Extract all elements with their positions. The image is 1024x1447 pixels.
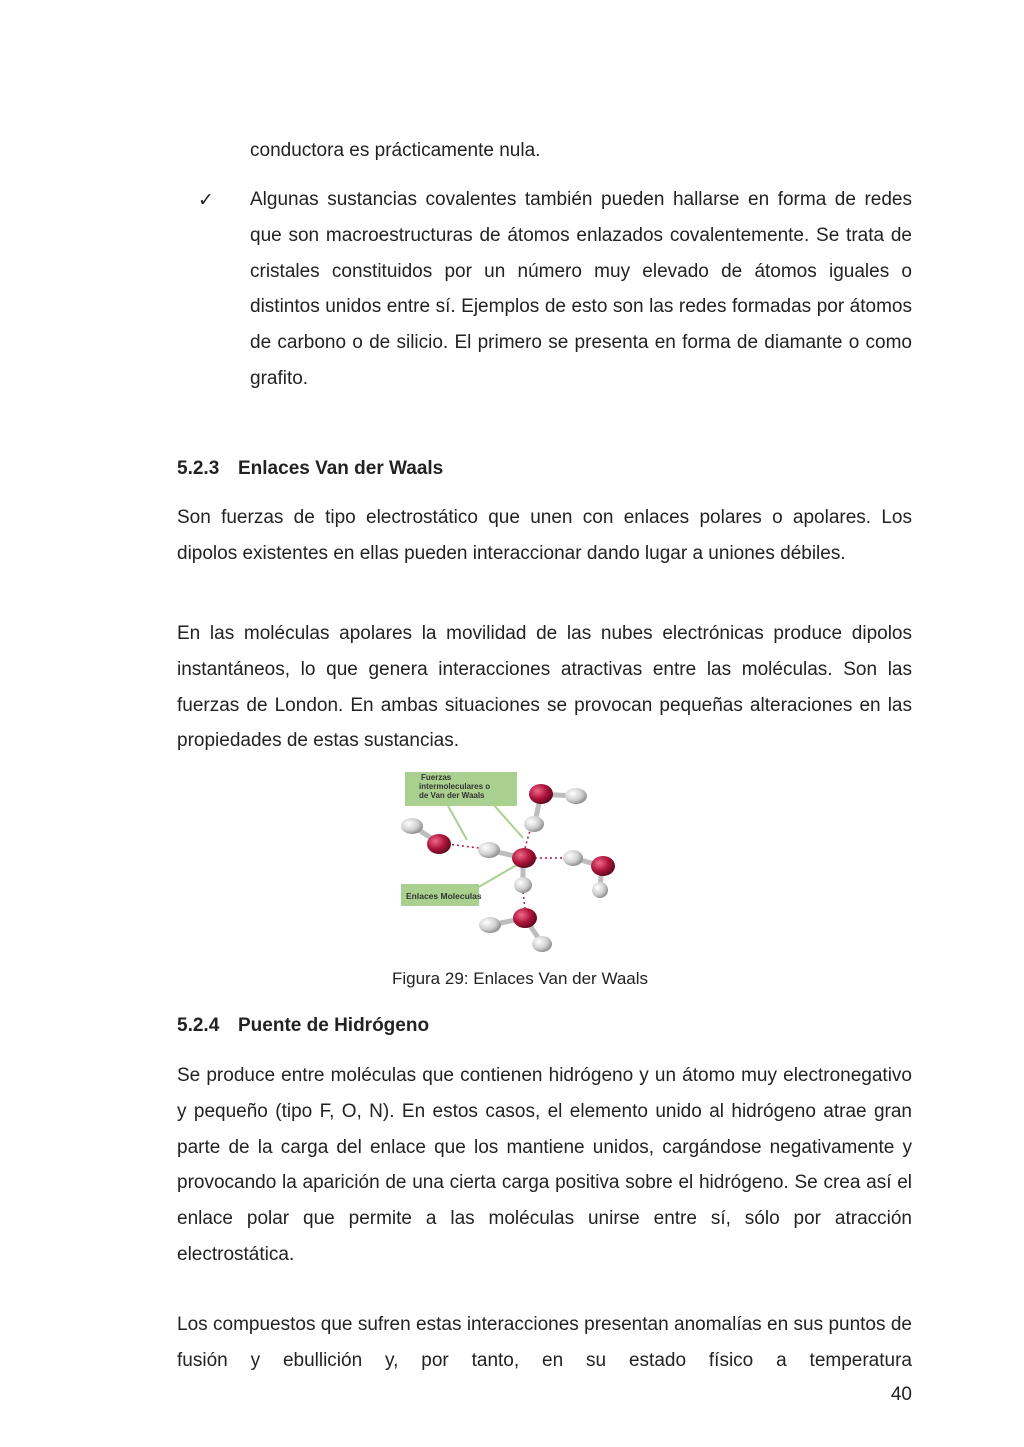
hydrogen-atom: [563, 850, 583, 866]
paragraph: Son fuerzas de tipo electrostático que unen con enlaces polares o apolares. Los dipolos existentes en ellas pueden interaccionar dando lugar a uniones débiles.: [177, 507, 912, 564]
page-number: 40: [890, 1384, 912, 1405]
figure-label: intermoleculares o: [419, 782, 491, 791]
hydrogen-atom: [479, 917, 501, 933]
section-heading-5-2-3: [177, 457, 443, 481]
hydrogen-atom: [532, 936, 552, 952]
oxygen-atom: [591, 856, 615, 876]
oxygen-atom: [513, 908, 537, 928]
paragraph: Los compuestos que sufren estas interacciones presentan anomalías en sus puntos de fusión y ebullición y, por tanto, en su estado físico a temperatura: [177, 1314, 912, 1371]
oxygen-atom: [529, 784, 553, 804]
bullet-text: Algunas sustancias covalentes también pueden hallarse en forma de redes que son macroestructuras de átomos enlazados covalentemente. Se trata de cristales constituidos por un número muy elevado de átomos iguales o distintos unidos entre sí. Ejemplos de esto son las redes formadas por átomos de carbono o de silicio. El primero se presenta en forma de diamante o como grafito.: [250, 189, 912, 389]
hydrogen-atom: [565, 788, 587, 804]
molecule-diagram: [395, 768, 619, 954]
section-number: 5.2.3: [177, 458, 220, 479]
figure-label: de Van der Waals: [419, 791, 485, 800]
hydrogen-atom: [401, 818, 423, 834]
section-number: 5.2.4: [177, 1015, 220, 1036]
hydrogen-atom: [592, 882, 608, 898]
oxygen-atom: [512, 848, 536, 868]
paragraph: Se produce entre moléculas que contienen hidrógeno y un átomo muy electronegativo y pequeño (tipo F, O, N). En estos casos, el elemento unido al hidrógeno atrae gran parte de la carga del enlace que los mantiene unidos, cargándose negativamente y provocando la aparición de una cierta carga positiva sobre el hidrógeno. Se crea así el enlace polar que permite a las moléculas unirse entre sí, sólo por atracción electrostática.: [177, 1065, 912, 1265]
section-title: Enlaces Van der Waals: [238, 458, 444, 479]
caption-prefix: Figura 29:: [391, 969, 469, 988]
hydrogen-atom: [524, 816, 544, 832]
figure-label: Enlaces Moleculas: [406, 891, 482, 901]
oxygen-atom: [427, 834, 451, 854]
hydrogen-atom: [478, 842, 500, 858]
section-heading-5-2-4: [177, 1014, 429, 1038]
van-der-waals-figure: [395, 768, 619, 954]
caption-text: Enlaces Van der Waals: [473, 969, 649, 988]
paragraph: En las moléculas apolares la movilidad de las nubes electrónicas produce dipolos instantáneos, lo que genera interacciones atractivas entre las moléculas. Son las fuerzas de London. En ambas situaciones se provocan pequeñas alteraciones en las propiedades de estas sustancias.: [177, 623, 912, 752]
section-title: Puente de Hidrógeno: [238, 1015, 430, 1036]
checkmark-icon: ✓: [198, 189, 214, 211]
figure-caption: [0, 968, 1024, 990]
hydrogen-atom: [514, 877, 532, 893]
continuation-text: conductora es prácticamente nula.: [250, 140, 541, 161]
figure-label: Fuerzas: [421, 773, 452, 782]
